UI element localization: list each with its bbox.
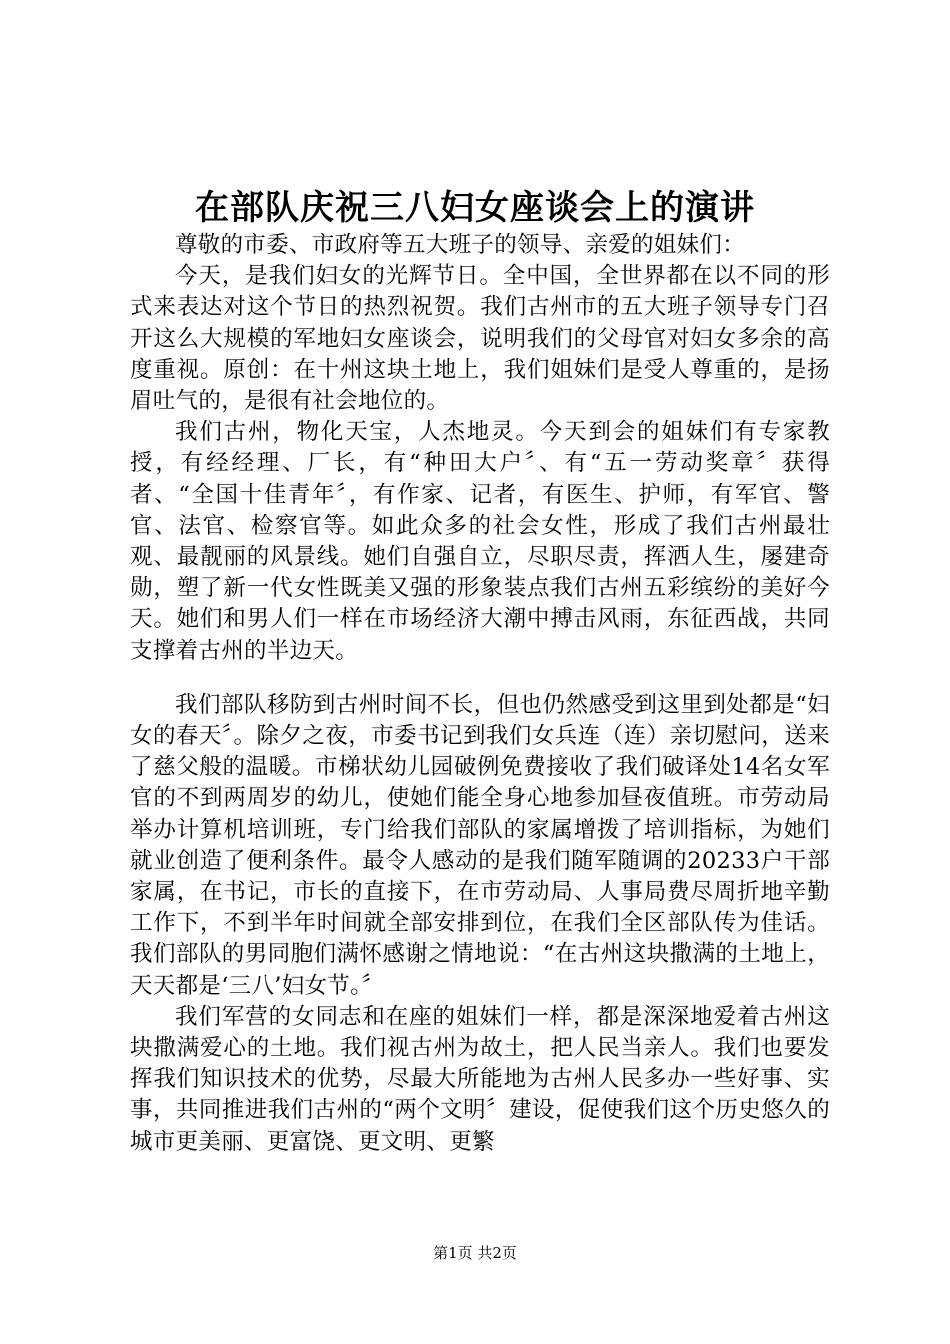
body-paragraph-4: 我们军营的女同志和在座的姐妹们一样，都是深深地爱着古州这块撒满爱心的土地。我们视古州为故土，把人民当亲人。我们也要发挥我们知识技术的优势，尽最大所能地为古州人民多办一些好事、实事，共同推进我们古州的“两个文明〞建设，促使我们这个历史悠久的城市更美丽、更富饶、更文明、更繁 <box>130 1003 830 1155</box>
salutation-paragraph: 尊敬的市委、市政府等五大班子的领导、亲爱的姐妹们： <box>175 232 746 258</box>
body-paragraph-3: 我们部队移防到古州时间不长，但也仍然感受到这里到处都是“妇女的春天〞。除夕之夜，市委书记到我们女兵连（连）亲切慰问，送来了慈父般的温暖。市梯状幼儿园破例免费接收了我们破译处14名女军官的不到两周岁的幼儿，使她们能全身心地参加昼夜值班。市劳动局举办计算机培训班，专门给我们部队的家属增拨了培训指标，为她们就业创造了便利条件。最令人感动的是我们随军随调的20233户干部家属，在书记，市长的直接下，在市劳动局、人事局费尽周折地辛勤工作下，不到半年时间就全部安排到位，在我们全区部队传为佳话。我们部队的男同胞们满怀感谢之情地说：“在古州这块撒满的土地上，天天都是‘三八’妇女节。〞 <box>130 691 830 999</box>
document-body <box>130 230 830 1158</box>
body-paragraph-2: 我们古州，物化天宝，人杰地灵。今天到会的姐妹们有专家教授，有经经理、厂长，有“种田大户〞、有“五一劳动奖章〞获得者、“全国十佳青年〞，有作家、记者，有医生、护师，有军官、警官、法官、检察官等。如此众多的社会女性，形成了我们古州最壮观、最靓丽的风景线。她们自强自立，尽职尽责，挥洒人生，屡建奇勋，塑了新一代女性既美又强的形象装点我们古州五彩缤纷的美好今天。她们和男人们一样在市场经济大潮中搏击风雨，东征西战，共同支撑着古州的半边天。 <box>130 419 830 664</box>
body-paragraph-1: 今天，是我们妇女的光辉节日。全中国，全世界都在以不同的形式来表达对这个节日的热烈祝贺。我们古州市的五大班子领导专门召开这么大规模的军地妇女座谈会，说明我们的父母官对妇女多余的高度重视。原创：在十州这块土地上，我们姐妹们是受人尊重的，是扬眉吐气的，是很有社会地位的。 <box>130 263 830 415</box>
document-title: 在部队庆祝三八妇女座谈会上的演讲 <box>195 188 755 228</box>
page-number-footer: 第1页 共2页 <box>433 1244 517 1262</box>
